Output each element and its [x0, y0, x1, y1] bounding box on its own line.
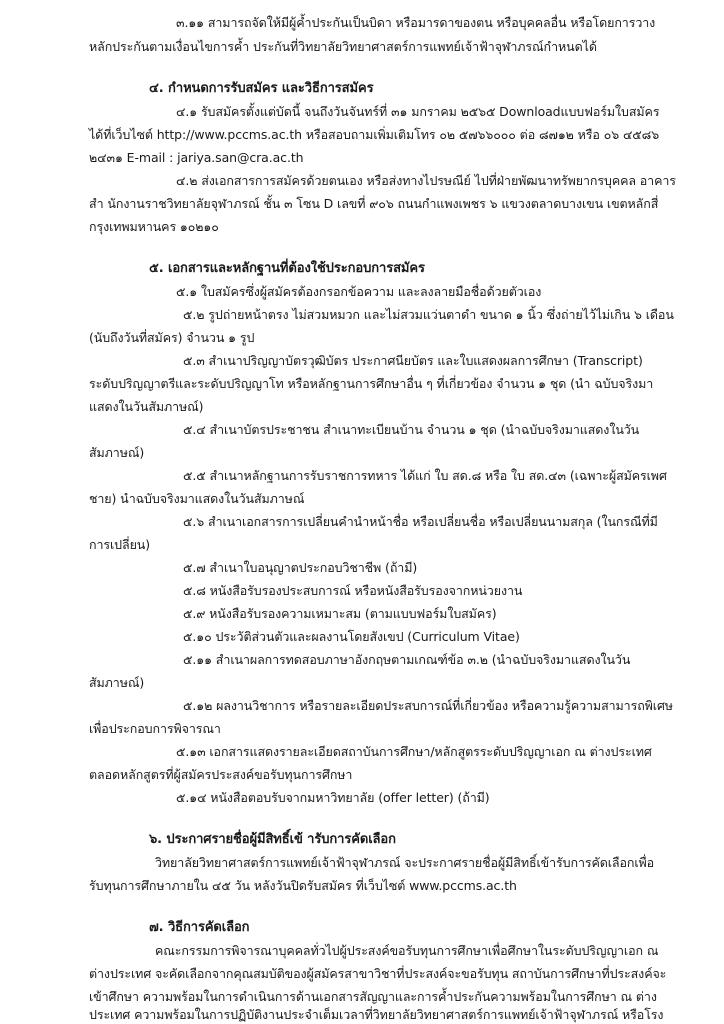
item-5-3-line-3: แสดงในวันสัมภาษณ์): [89, 399, 204, 414]
item-5-4-line-1: ๕.๔ สำเนาบัตรประชาชน สำเนาทะเบียนบ้าน จำนวน ๑ ชุด (นำฉบับจริงมาแสดงในวัน: [183, 422, 640, 437]
section-4-heading: ๔. กำหนดการรับสมัคร และวิธีการสมัคร: [149, 81, 374, 96]
section-7-body-line-3: เข้าศึกษา ความพร้อมในการดำเนินการด้านเอกสารสัญญาและการค้ำประกันความพร้อมในการศึกษา ณ ต่าง: [89, 989, 657, 1004]
item-5-11-line-1: ๕.๑๑ สำเนาผลการทดสอบภาษาอังกฤษตามเกณฑ์ข้อ ๓.๒ (นำฉบับจริงมาแสดงในวัน: [183, 652, 631, 667]
item-5-2-line-1: ๕.๒ รูปถ่ายหน้าตรง ไม่สวมหมวก และไม่สวมแว่นตาดำ ขนาด ๑ นิ้ว ซึ่งถ่ายไว้ไม่เกิน ๖ เดือน: [183, 307, 674, 322]
item-5-10: ๕.๑๐ ประวัติส่วนตัวและผลงานโดยสังเขป (Curriculum Vitae): [183, 629, 520, 644]
item-4-1-line-2: ได้ที่เว็บไซต์ http://www.pccms.ac.th หรือสอบถามเพิ่มเติมโทร ๐๒ ๕๗๖๖๐๐๐ ต่อ ๘๗๑๒ หรือ ๐๖ ๔๕๘๖: [89, 127, 660, 142]
item-5-7: ๕.๗ สำเนาใบอนุญาตประกอบวิชาชีพ (ถ้ามี): [183, 560, 418, 575]
item-5-6-line-1: ๕.๖ สำเนาเอกสารการเปลี่ยนคำนำหน้าชื่อ หรือเปลี่ยนชื่อ หรือเปลี่ยนนามสกุล (ในกรณีที่มี: [183, 514, 658, 529]
item-5-4-line-2: สัมภาษณ์): [89, 445, 145, 460]
item-5-12-line-1: ๕.๑๒ ผลงานวิชาการ หรือรายละเอียดประสบการณ์ที่เกี่ยวข้อง หรือความรู้ความสามารถพิเศษ: [183, 698, 673, 713]
item-5-5-line-1: ๕.๕ สำเนาหลักฐานการรับราชการทหาร ได้แก่ ใบ สด.๘ หรือ ใบ สด.๔๓ (เฉพาะผู้สมัครเพศ: [183, 468, 667, 483]
section-6-body-line-1: วิทยาลัยวิทยาศาสตร์การแพทย์เจ้าฟ้าจุฬาภรณ์ จะประกาศรายชื่อผู้มีสิทธิ์เข้ารับการคัดเลือกเพื่อ: [155, 855, 655, 870]
item-5-14: ๕.๑๔ หนังสือตอบรับจากมหาวิทยาลัย (offer letter) (ถ้ามี): [176, 790, 490, 805]
item-5-13-line-2: ตลอดหลักสูตรที่ผู้สมัครประสงค์ขอรับทุนการศึกษา: [89, 767, 353, 782]
item-5-2-line-2: (นับถึงวันที่สมัคร) จำนวน ๑ รูป: [89, 330, 255, 345]
item-4-2-line-1: ๔.๒ ส่งเอกสารการสมัครด้วยตนเอง หรือส่งทางไปรษณีย์ ไปที่ฝ่ายพัฒนาทรัพยากรบุคคล อาคาร: [176, 173, 676, 188]
section-7-body-line-4: ประเทศ ความพร้อมในการปฏิบัติงานประจำเต็มเวลาที่วิทยาลัยวิทยาศาสตร์การแพทย์เจ้าฟ้าจุฬาภรณ์ หรือโรง: [89, 1007, 664, 1022]
section-7-heading: ๗. วิธีการคัดเลือก: [149, 920, 250, 935]
item-5-1: ๕.๑ ใบสมัครซึ่งผู้สมัครต้องกรอกข้อความ และลงลายมือชื่อด้วยตัวเอง: [176, 284, 542, 299]
section-7-body-line-1: คณะกรรมการพิจารณาบุคคลทั่วไปผู้ประสงค์ขอรับทุนการศึกษาเพื่อศึกษาในระดับปริญญาเอก ณ: [155, 943, 659, 958]
item-5-8: ๕.๘ หนังสือรับรองประสบการณ์ หรือหนังสือรับรองจากหน่วยงาน: [183, 583, 523, 598]
item-4-1-line-3: ๒๔๓๑ E-mail : jariya.san@cra.ac.th: [89, 150, 304, 165]
item-4-2-line-2: สำ นักงานราชวิทยาลัยจุฬาภรณ์ ชั้น ๓ โซน D เลขที่ ๙๐๖ ถนนกำแพงเพชร ๖ แขวงตลาดบางเขน เขตหลักสี่: [89, 196, 659, 211]
item-5-3-line-2: ระดับปริญญาตรีและระดับปริญญาโท หรือหลักฐานการศึกษาอื่น ๆ ที่เกี่ยวข้อง จำนวน ๑ ชุด (นำ ฉบับจริงมา: [89, 376, 654, 391]
item-5-12-line-2: เพื่อประกอบการพิจารณา: [89, 721, 221, 736]
item-5-3-line-1: ๕.๓ สำเนาปริญญาบัตรวุฒิบัตร ประกาศนียบัตร และใบแสดงผลการศึกษา (Transcript): [183, 353, 643, 368]
section-7-body-line-2: ต่างประเทศ จะคัดเลือกจากคุณสมบัติของผู้สมัครสาขาวิชาที่ประสงค์จะขอรับทุน สถาบันการศึกษาที่ประสงค์จะ: [89, 966, 667, 981]
item-5-13-line-1: ๕.๑๓ เอกสารแสดงรายละเอียดสถาบันการศึกษา/หลักสูตรระดับปริญญาเอก ณ ต่างประเทศ: [176, 744, 652, 759]
item-5-5-line-2: ชาย) นำฉบับจริงมาแสดงในวันสัมภาษณ์: [89, 491, 305, 506]
item-5-11-line-2: สัมภาษณ์): [89, 675, 145, 690]
item-3-11-line-2: หลักประกันตามเงื่อนไขการค้ำ ประกันที่วิทยาลัยวิทยาศาสตร์การแพทย์เจ้าฟ้าจุฬาภรณ์กำหนดได้: [89, 39, 597, 54]
item-5-9: ๕.๙ หนังสือรับรองความเหมาะสม (ตามแบบฟอร์มใบสมัคร): [183, 606, 497, 621]
item-4-2-line-3: กรุงเทพมหานคร ๑๐๒๑๐: [89, 219, 219, 234]
section-5-heading: ๕. เอกสารและหลักฐานที่ต้องใช้ประกอบการสมัคร: [149, 261, 425, 276]
item-3-11-line-1: ๓.๑๑ สามารถจัดให้มีผู้ค้ำประกันเป็นบิดา หรือมารดาของตน หรือบุคคลอื่น หรือโดยการวาง: [176, 15, 656, 30]
section-6-heading: ๖. ประกาศรายชื่อผู้มีสิทธิ์เข้ ารับการคัดเลือก: [149, 832, 396, 847]
item-5-6-line-2: การเปลี่ยน): [89, 537, 151, 552]
section-6-body-line-2: รับทุนการศึกษาภายใน ๔๕ วัน หลังวันปิดรับสมัคร ที่เว็บไซต์ www.pccms.ac.th: [89, 878, 517, 893]
item-4-1-line-1: ๔.๑ รับสมัครตั้งแต่บัดนี้ จนถึงวันจันทร์ที่ ๓๑ มกราคม ๒๕๖๕ Downloadแบบฟอร์มใบสมัคร: [176, 104, 660, 119]
